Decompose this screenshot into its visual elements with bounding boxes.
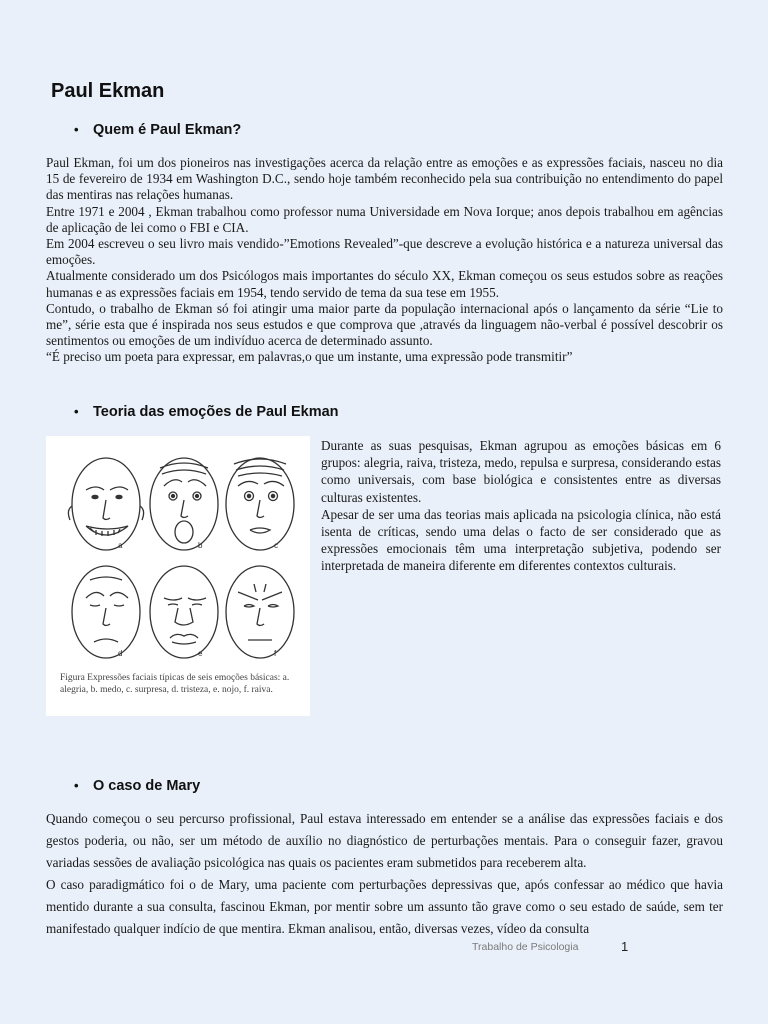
paragraph: Atualmente considerado um dos Psicólogos mais importantes do século XX, Ekman começou os seus estudos sobre as reações humanas e as expressões faciais em 1954, tendo servido de tema da sua tese em 1955. xyxy=(46,268,723,300)
section-body-quem xyxy=(46,155,723,366)
quote: “É preciso um poeta para expressar, em palavras,o que um instante, uma expressão pode transmitir” xyxy=(46,349,573,365)
face-icon xyxy=(72,566,140,658)
section-heading-mary xyxy=(74,778,200,794)
figure-label: d xyxy=(118,649,123,658)
paragraph: Apesar de ser uma das teorias mais aplicada na psicologia clínica, não está isenta de críticas, sendo uma delas o facto de ser considerado que as expressões emocionais têm uma interpretação subjetiva, podendo ser interpretada de maneira diferente em diferentes contextos culturais. xyxy=(321,506,721,574)
paragraph: Quando começou o seu percurso profissional, Paul estava interessado em entender se a análise das expressões faciais e dos gestos poderia, ou não, ser um método de auxílio no diagnóstico de perturbações mentais. Para o conseguir fazer, gravou variadas sessões de avaliação psicológica nas quais os pacientes eram submetidos para receberem alta. xyxy=(46,811,723,870)
section-body-teoria xyxy=(321,437,721,575)
paragraph: Entre 1971 e 2004 , Ekman trabalhou como professor numa Universidade em Nova Iorque; anos depois trabalhou em agências de aplicação de lei como o FBI e CIA. xyxy=(46,203,723,235)
face-icon xyxy=(226,566,294,658)
paragraph: Contudo, o trabalho de Ekman só foi atingir uma maior parte da população internacional após o lançamento da série “Lie to me”, série esta que é inspirada nos seus estudos e que comprova que ,através da linguagem não-verbal é possível descobrir os sentimentos ou emoções de um indivíduo acerca de determinado assunto. xyxy=(46,300,723,349)
facial-expressions-figure xyxy=(46,436,310,716)
figure-caption: Figura Expressões faciais típicas de seis emoções básicas: a. alegria, b. medo, c. surpresa, d. tristeza, e. nojo, f. raiva. xyxy=(60,673,290,695)
footer-label: Trabalho de Psicologia xyxy=(472,941,579,953)
section-heading-teoria xyxy=(74,404,339,420)
paragraph: O caso paradigmático foi o de Mary, uma paciente com perturbações depressivas que, após confessar ao médico que havia mentido durante a sua consulta, fascinou Ekman, por mentir sobre um assunto tão grave como o seu estado de saúde, sem ter manifestado qualquer indício de que mentira. Ekman analisou, então, diversas vezes, vídeo da consulta xyxy=(46,877,723,936)
section-heading-label: Teoria das emoções de Paul Ekman xyxy=(93,404,339,420)
bullet-icon: • xyxy=(74,122,79,137)
face-icon xyxy=(226,458,294,550)
bullet-icon: • xyxy=(74,778,79,793)
paragraph: Em 2004 escreveu o seu livro mais vendido-”Emotions Revealed”-que descreve a evolução histórica e a natureza universal das emoções. xyxy=(46,236,723,268)
paragraph: Durante as suas pesquisas, Ekman agrupou as emoções básicas em 6 grupos: alegria, raiva, tristeza, medo, repulsa e surpresa, considerando estas como universais, com base biológica e consistentes entre as diversas culturas existentes. xyxy=(321,438,721,505)
section-heading-label: Quem é Paul Ekman? xyxy=(93,122,242,138)
figure-label: a xyxy=(118,541,123,550)
face-icon xyxy=(150,566,218,658)
face-icon xyxy=(68,458,143,550)
figure-label: b xyxy=(198,541,203,550)
figure-label: c xyxy=(274,541,278,550)
figure-label: e xyxy=(198,649,203,658)
page-title: Paul Ekman xyxy=(51,80,165,102)
figure-label: f xyxy=(274,649,277,658)
paragraph: Paul Ekman, foi um dos pioneiros nas investigações acerca da relação entre as emoções e as expressões faciais, nasceu no dia 15 de fevereiro de 1934 em Washington D.C., sendo hoje também reconhecido pela sua contribuição no entendimento do papel das mentiras nas relações humanas. xyxy=(46,155,723,203)
section-body-mary xyxy=(46,808,723,940)
section-heading-label: O caso de Mary xyxy=(93,778,201,794)
bullet-icon: • xyxy=(74,404,79,419)
page-number: 1 xyxy=(621,939,629,954)
section-heading-quem xyxy=(74,122,241,138)
face-icon xyxy=(150,458,218,550)
